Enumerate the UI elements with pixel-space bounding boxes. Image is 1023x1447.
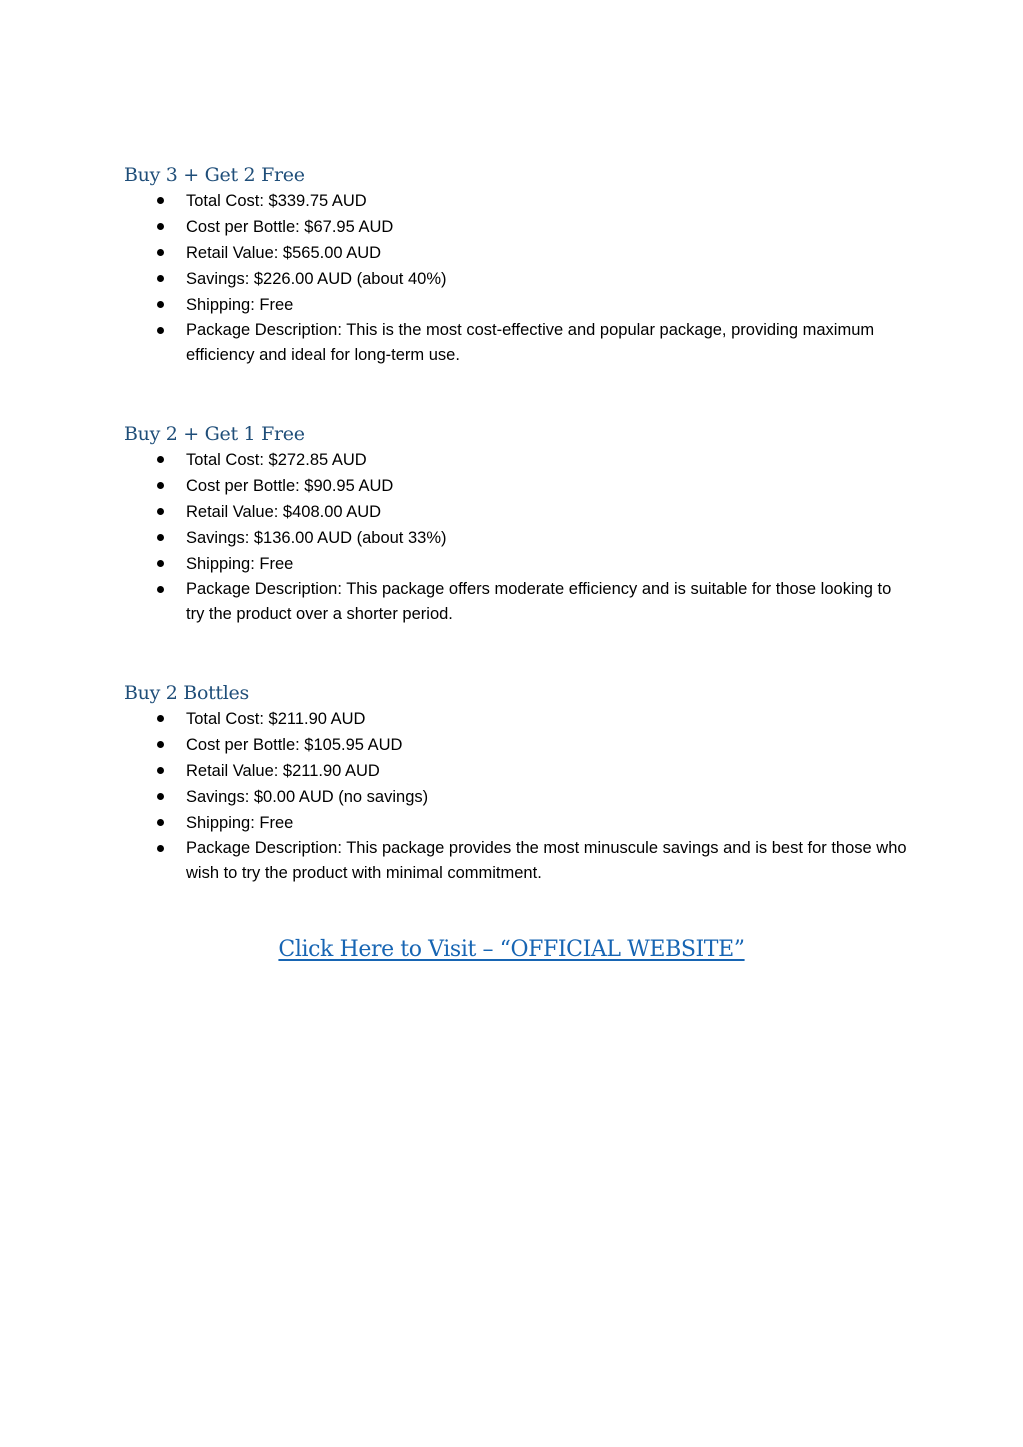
- detail-text: Savings: $226.00 AUD (about 40%): [186, 270, 447, 288]
- detail-text: Savings: $136.00 AUD (about 33%): [186, 529, 447, 547]
- detail-total-cost: [124, 188, 914, 214]
- detail-text: Savings: $0.00 AUD (no savings): [186, 788, 429, 806]
- package-heading: Buy 2 Bottles: [124, 682, 249, 704]
- detail-retail-value: [124, 240, 914, 266]
- detail-text: Shipping: Free: [186, 555, 294, 573]
- package-details-list: [124, 447, 914, 627]
- detail-cost-per-bottle: [124, 732, 914, 758]
- detail-shipping: [124, 551, 914, 577]
- detail-savings: [124, 784, 914, 810]
- detail-text: Retail Value: $565.00 AUD: [186, 244, 382, 262]
- package-heading: Buy 3 + Get 2 Free: [124, 164, 305, 186]
- detail-savings: [124, 266, 914, 292]
- bullet-icon: [157, 223, 164, 230]
- bullet-icon: [157, 560, 164, 567]
- bullet-icon: [157, 327, 164, 334]
- detail-package-description: [124, 577, 914, 627]
- bullet-icon: [157, 586, 164, 593]
- package-section-buy-2-get-1: [124, 421, 914, 627]
- bullet-icon: [157, 197, 164, 204]
- detail-total-cost: [124, 447, 914, 473]
- detail-text: Cost per Bottle: $105.95 AUD: [186, 736, 403, 754]
- detail-text: Shipping: Free: [186, 814, 294, 832]
- detail-savings: [124, 525, 914, 551]
- package-heading: Buy 2 + Get 1 Free: [124, 423, 305, 445]
- bullet-icon: [157, 715, 164, 722]
- bullet-icon: [157, 301, 164, 308]
- detail-retail-value: [124, 758, 914, 784]
- package-section-buy-3-get-2: [124, 162, 914, 368]
- detail-cost-per-bottle: [124, 473, 914, 499]
- detail-shipping: [124, 810, 914, 836]
- bullet-icon: [157, 508, 164, 515]
- official-website-cta: [0, 937, 1023, 962]
- official-website-link[interactable]: Click Here to Visit – “OFFICIAL WEBSITE”: [278, 937, 745, 962]
- detail-cost-per-bottle: [124, 214, 914, 240]
- bullet-icon: [157, 534, 164, 541]
- detail-text: Cost per Bottle: $67.95 AUD: [186, 218, 394, 236]
- bullet-icon: [157, 819, 164, 826]
- detail-text: Cost per Bottle: $90.95 AUD: [186, 477, 394, 495]
- detail-package-description: [124, 318, 914, 368]
- bullet-icon: [157, 275, 164, 282]
- detail-text: Total Cost: $339.75 AUD: [186, 192, 367, 210]
- bullet-icon: [157, 482, 164, 489]
- bullet-icon: [157, 456, 164, 463]
- bullet-icon: [157, 249, 164, 256]
- detail-package-description: [124, 836, 914, 886]
- bullet-icon: [157, 767, 164, 774]
- detail-text: Retail Value: $408.00 AUD: [186, 503, 382, 521]
- detail-text: Total Cost: $211.90 AUD: [186, 710, 366, 728]
- bullet-icon: [157, 793, 164, 800]
- detail-text: Package Description: This is the most cost-effective and popular package, providing maximum efficiency and ideal for long-term use.: [186, 321, 875, 364]
- detail-retail-value: [124, 499, 914, 525]
- bullet-icon: [157, 845, 164, 852]
- package-section-buy-2-bottles: [124, 680, 914, 886]
- package-details-list: [124, 706, 914, 886]
- detail-text: Package Description: This package provides the most minuscule savings and is best for those who wish to try the product with minimal commitment.: [186, 839, 907, 882]
- detail-text: Retail Value: $211.90 AUD: [186, 762, 380, 780]
- detail-text: Shipping: Free: [186, 296, 294, 314]
- bullet-icon: [157, 741, 164, 748]
- detail-text: Package Description: This package offers moderate efficiency and is suitable for those looking to try the product over a shorter period.: [186, 580, 892, 623]
- detail-text: Total Cost: $272.85 AUD: [186, 451, 367, 469]
- detail-shipping: [124, 292, 914, 318]
- package-details-list: [124, 188, 914, 368]
- detail-total-cost: [124, 706, 914, 732]
